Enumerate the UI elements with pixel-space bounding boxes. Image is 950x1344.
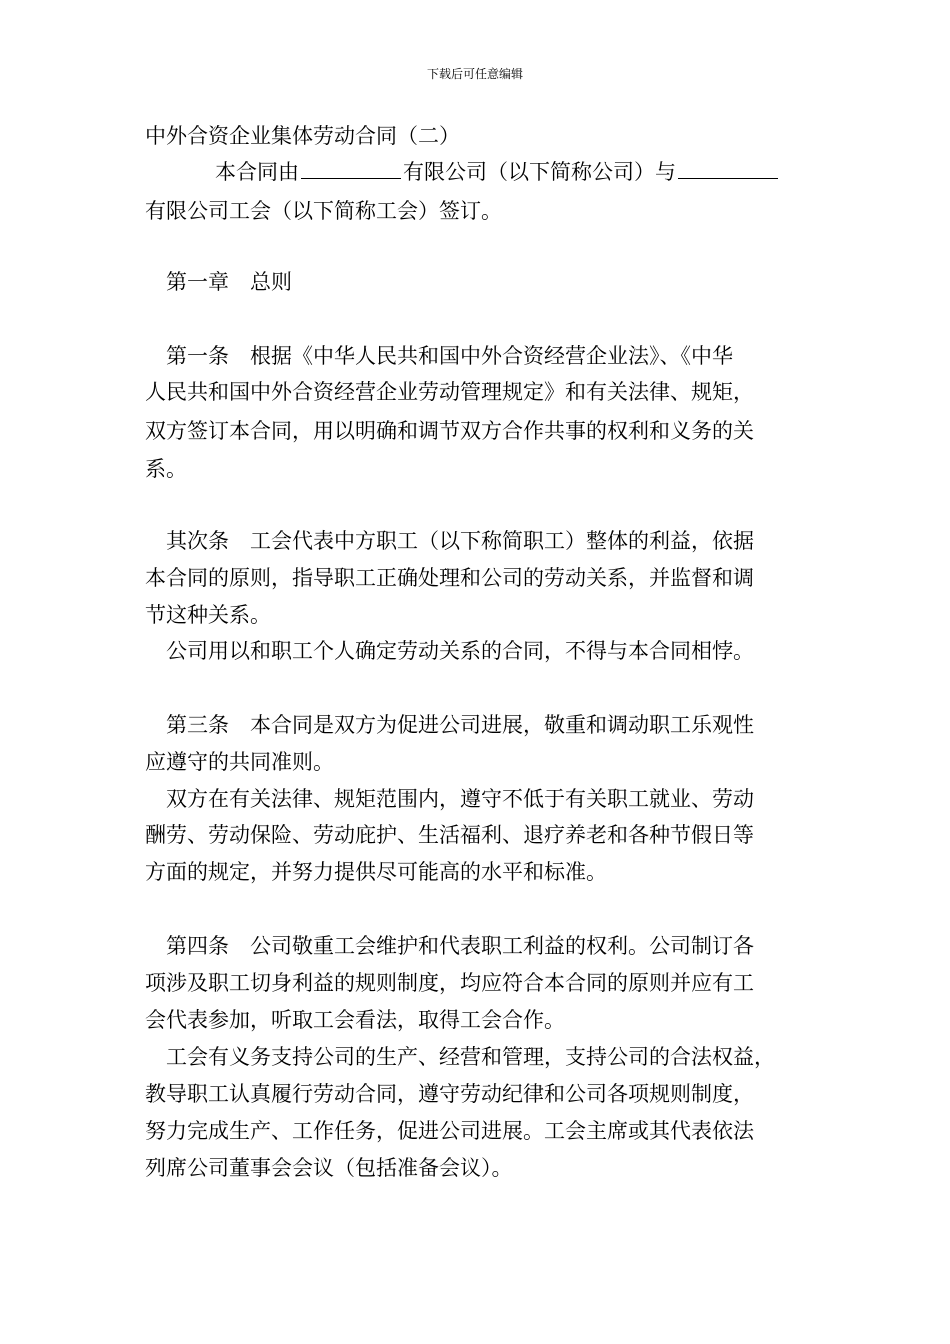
article-4-line-5: 教导职工认真履行劳动合同，遵守劳动纪律和公司各项规则制度， (145, 1082, 754, 1106)
article-3-line-5: 方面的规定，并努力提供尽可能高的水平和标准。 (145, 860, 607, 884)
blank-company-name (301, 158, 401, 179)
article-2-line-1: 其次条 工会代表中方职工（以下称简职工）整体的利益，依据 (166, 529, 754, 553)
article-2-line-4: 公司用以和职工个人确定劳动关系的合同，不得与本合同相悖。 (166, 639, 754, 663)
article-3-line-4: 酬劳、劳动保险、劳动庇护、生活福利、退疗养老和各种节假日等 (145, 823, 754, 847)
article-3-line-3: 双方在有关法律、规矩范围内，遵守不低于有关职工就业、劳动 (166, 787, 754, 811)
document-title: 中外合资企业集体劳动合同（二） (145, 124, 460, 148)
article-4-line-2: 项涉及职工切身利益的规则制度，均应符合本合同的原则并应有工 (145, 971, 754, 995)
chapter-heading: 第一章 总则 (166, 270, 292, 294)
intro-line-2: 有限公司工会（以下简称工会）签订。 (145, 199, 502, 223)
article-4-line-1: 第四条 公司敬重工会维护和代表职工利益的权利。公司制订各 (166, 934, 754, 958)
article-4-line-4: 工会有义务支持公司的生产、经营和管理，支持公司的合法权益， (166, 1045, 775, 1069)
article-4-line-6: 努力完成生产、工作任务，促进公司进展。工会主席或其代表依法 (145, 1119, 754, 1143)
article-1-line-3: 双方签订本合同，用以明确和调节双方合作共事的权利和义务的关 (145, 419, 754, 443)
article-2-line-3: 节这种关系。 (145, 603, 271, 627)
intro-line-1 (145, 158, 780, 186)
article-3-line-1: 第三条 本合同是双方为促进公司进展，敬重和调动职工乐观性 (166, 713, 754, 737)
article-1-line-1: 第一条 根据《中华人民共和国中外合资经营企业法》、《中华 (166, 344, 733, 368)
blank-union-name (678, 158, 778, 179)
intro-part-1: 本合同由 (215, 160, 299, 184)
header-note: 下载后可任意编辑 (426, 67, 523, 81)
article-3-line-2: 应遵守的共同准则。 (145, 750, 334, 774)
article-2-line-2: 本合同的原则，指导职工正确处理和公司的劳动关系，并监督和调 (145, 566, 754, 590)
article-4-line-3: 会代表参加，听取工会看法，取得工会合作。 (145, 1008, 565, 1032)
intro-part-2: 有限公司（以下简称公司）与 (403, 160, 676, 184)
article-1-line-4: 系。 (145, 457, 187, 481)
article-1-line-2: 人民共和国中外合资经营企业劳动管理规定》和有关法律、规矩， (145, 380, 754, 404)
article-4-line-7: 列席公司董事会会议（包括准备会议）。 (145, 1156, 513, 1180)
